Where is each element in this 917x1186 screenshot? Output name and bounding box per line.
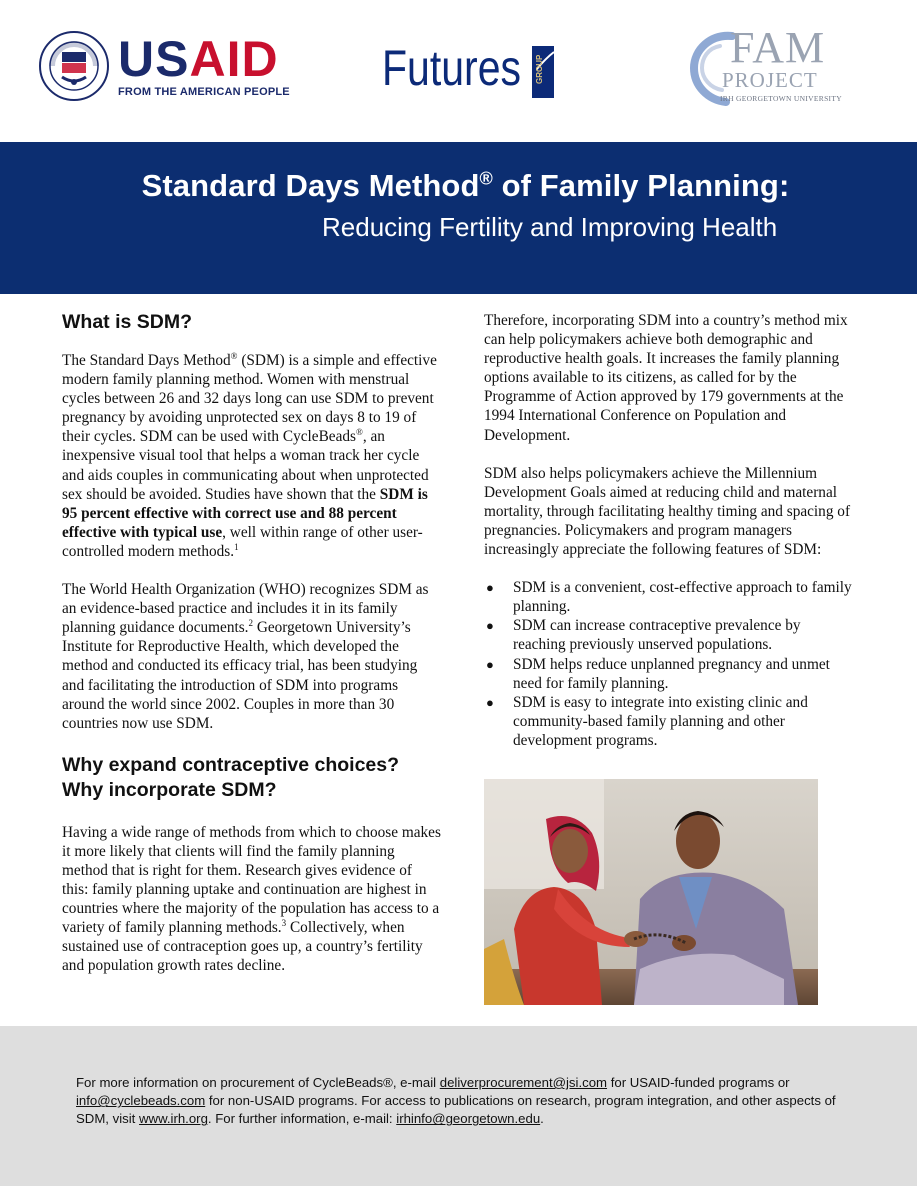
usaid-logo — [38, 30, 298, 110]
footnote-2: 2 — [248, 618, 253, 629]
bullet-icon: ● — [486, 618, 494, 634]
footnote-1: 1 — [234, 541, 239, 552]
footnote-3: 3 — [281, 918, 287, 929]
logo-bar — [0, 0, 917, 142]
futures-group-logo — [382, 40, 582, 100]
document-title: Standard Days Method® of Family Planning: — [141, 168, 790, 203]
left-column — [62, 310, 442, 976]
effectiveness-highlight: SDM is 95 percent effective with correct use and 88 percent effective with typical use — [62, 485, 428, 541]
document-subtitle: Reducing Fertility and Improving Health — [322, 212, 778, 242]
fam-project-label: PROJECT — [722, 68, 818, 92]
paragraph-mdg: SDM also helps policymakers achieve the Millennium Development Goals aimed at reducing child and maternal mortality, through facilitating healthy timing and spacing of pregnancies. Policymakers and program managers increasingly appreciate the following features of SDM: — [484, 464, 851, 559]
paragraph-sdm-intro: The Standard Days Method® (SDM) is a simple and effective modern family planning method. Women with menstrual cycles between 26 and 32 days long can use SDM to prevent pregnancy by avoiding unprotected sex on days 8 to 19 of their cycles. SDM can be used with CycleBeads®, an inexpensive visual tool that helps a woman track her cycle and aids couples in communicating about when unprotected sex should be avoided. Studies have shown that the SDM is 95 percent effective with correct use and 88 percent effective with typical use, well within range of other user-controlled modern methods.$^1$ — [62, 350, 437, 560]
link-deliverprocurement-email[interactable]: deliverprocurement@jsi.com — [439, 1075, 608, 1090]
paragraph-policymakers: Therefore, incorporating SDM into a country’s method mix can help policymakers achieve both demographic and reproductive health goals. It increases the family planning options available to its citizens, as called for by the Programme of Action approved by 179 governments at the 1994 International Conference on Population and Development. — [484, 312, 848, 444]
heading-why-expand: Why expand contraceptive choices? Why incorporate SDM? — [62, 753, 400, 801]
bullet-icon: ● — [486, 694, 494, 710]
couple-photo — [484, 779, 818, 1005]
link-irh-website[interactable]: www.irh.org — [139, 1111, 208, 1127]
fam-title: FAM — [730, 23, 826, 72]
futures-wordmark: Futures — [382, 40, 522, 96]
fam-project-logo — [680, 24, 880, 110]
right-column — [484, 311, 854, 750]
paragraph-who: The World Health Organization (WHO) recognizes SDM as an evidence-based practice and includes it in its family planning guidance documents.$^2$ Georgetown University’s Institute for Reproductive Health, which developed the method and conducted its efficacy trial, has been studying and facilitating the introduction of SDM into programs around the world since 2002. Couples in more than 30 countries now use SDM. — [62, 581, 429, 732]
bullet-icon: ● — [486, 656, 494, 672]
link-irhinfo-email[interactable]: irhinfo@georgetown.edu — [396, 1111, 541, 1127]
list-item: ● SDM is a convenient, cost-effective approach to family planning. — [486, 579, 852, 616]
couple-photo-image — [484, 779, 818, 1005]
futures-group-label: GROUP — [535, 54, 544, 84]
fam-affiliation: IRH GEORGETOWN UNIVERSITY — [720, 94, 842, 103]
features-list — [484, 578, 854, 750]
list-item: ● SDM can increase contraceptive prevalence by reaching previously unserved populations. — [486, 617, 801, 654]
link-cyclebeads-email[interactable]: info@cyclebeads.com — [76, 1093, 206, 1109]
usaid-wordmark: USAID — [118, 31, 279, 87]
title-banner — [0, 142, 917, 294]
usaid-tagline: FROM THE AMERICAN PEOPLE — [118, 86, 290, 98]
bullet-icon: ● — [486, 580, 494, 596]
footer-contact-text: For more information on procurement of CycleBeads®, e-mail deliverprocurement@jsi.com for USAID-funded programs or info@cyclebeads.com for non-USAID programs. For access to publications on research, program integration, and other aspects of SDM, visit www.irh.org. For further information, e-mail: irhinfo@georgetown.edu. — [76, 1075, 836, 1127]
list-item: ● SDM is easy to integrate into existing clinic and community-based family planning and other development programs. — [486, 693, 808, 749]
footer — [0, 1026, 917, 1186]
heading-what-is-sdm: What is SDM? — [62, 311, 192, 333]
usaid-seal-icon — [38, 30, 110, 102]
paragraph-methods-range: Having a wide range of methods from which to choose makes it more likely that clients will find the family planning method that is right for them. Research gives evidence of this: family planning uptake and continuation are highest in countries where the majority of the population has access to a variety of family planning methods.$^3$ Collectively, when sustained use of contraception goes up, a country’s fertility and population growth rates decline. — [62, 823, 441, 975]
list-item: ● SDM helps reduce unplanned pregnancy and unmet need for family planning. — [486, 655, 830, 692]
